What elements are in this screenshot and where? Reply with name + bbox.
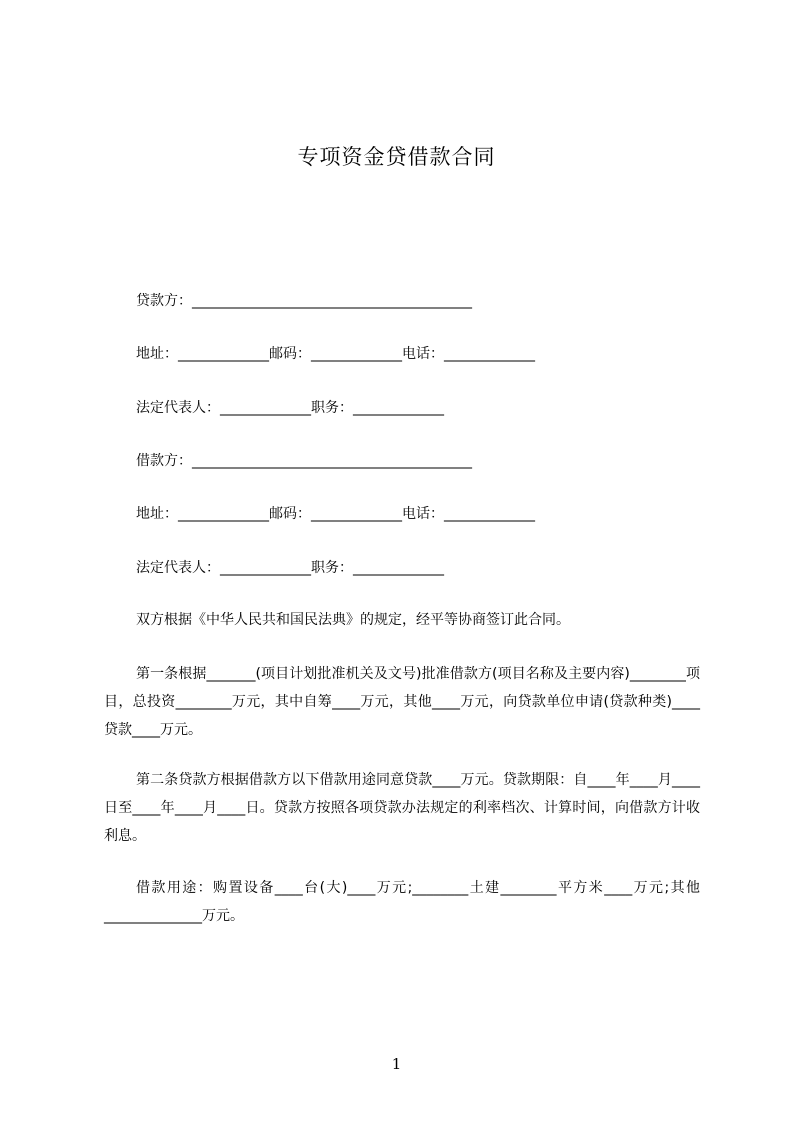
borrower-label: 借款方： [136, 453, 192, 469]
lender-rep-label: 法定代表人： [136, 400, 220, 416]
lender-address-blank: _____________ [178, 346, 269, 362]
lender-address-label: 地址： [136, 346, 178, 362]
borrower-blank: ________________________________________ [192, 453, 472, 469]
borrower-address-blank: _____________ [178, 506, 269, 522]
intro-paragraph: 双方根据《中华人民共和国民法典》的规定，经平等协商签订此合同。 [136, 612, 570, 628]
document-title: 专项资金贷借款合同 [297, 145, 496, 169]
lender-contact-line [136, 344, 535, 364]
lender-position-blank: _____________ [353, 400, 444, 416]
lender-blank: ________________________________________ [192, 293, 472, 309]
borrower-rep-line [136, 558, 444, 578]
loan-use-paragraph: 借款用途：购置设备____台(大)____万元;________土建________平方米____万元;其他______________万元。 [104, 880, 700, 924]
article-1-paragraph: 第一条根据_______(项目计划批准机关及文号)批准借款方(项目名称及主要内容)________项目，总投资________万元，其中自筹____万元，其他____万元，向贷款单位申请(贷款种类)____贷款____万元。 [104, 666, 700, 738]
lender-postcode-label: 邮码： [269, 346, 311, 362]
borrower-rep-label: 法定代表人： [136, 560, 220, 576]
borrower-position-blank: _____________ [353, 560, 444, 576]
borrower-address-label: 地址： [136, 506, 178, 522]
lender-phone-label: 电话： [402, 346, 444, 362]
lender-postcode-blank: _____________ [311, 346, 402, 362]
borrower-position-label: 职务： [311, 560, 353, 576]
lender-position-label: 职务： [311, 400, 353, 416]
lender-rep-blank: _____________ [220, 400, 311, 416]
borrower-phone-label: 电话： [402, 506, 444, 522]
page-number: 1 [391, 1055, 402, 1073]
lender-rep-line [136, 398, 444, 418]
article-2-paragraph: 第二条贷款方根据借款方以下借款用途同意贷款____万元。贷款期限：自____年____月____日至____年____月____日。贷款方按照各项贷款办法规定的利率档次、计算时间，向借款方计收利息。 [104, 772, 700, 844]
lender-label: 贷款方： [136, 293, 192, 309]
borrower-rep-blank: _____________ [220, 560, 311, 576]
borrower-postcode-blank: _____________ [311, 506, 402, 522]
lender-phone-blank: _____________ [444, 346, 535, 362]
borrower-line [136, 451, 472, 471]
borrower-postcode-label: 邮码： [269, 506, 311, 522]
lender-line [136, 291, 472, 311]
borrower-contact-line [136, 504, 535, 524]
borrower-phone-blank: _____________ [444, 506, 535, 522]
